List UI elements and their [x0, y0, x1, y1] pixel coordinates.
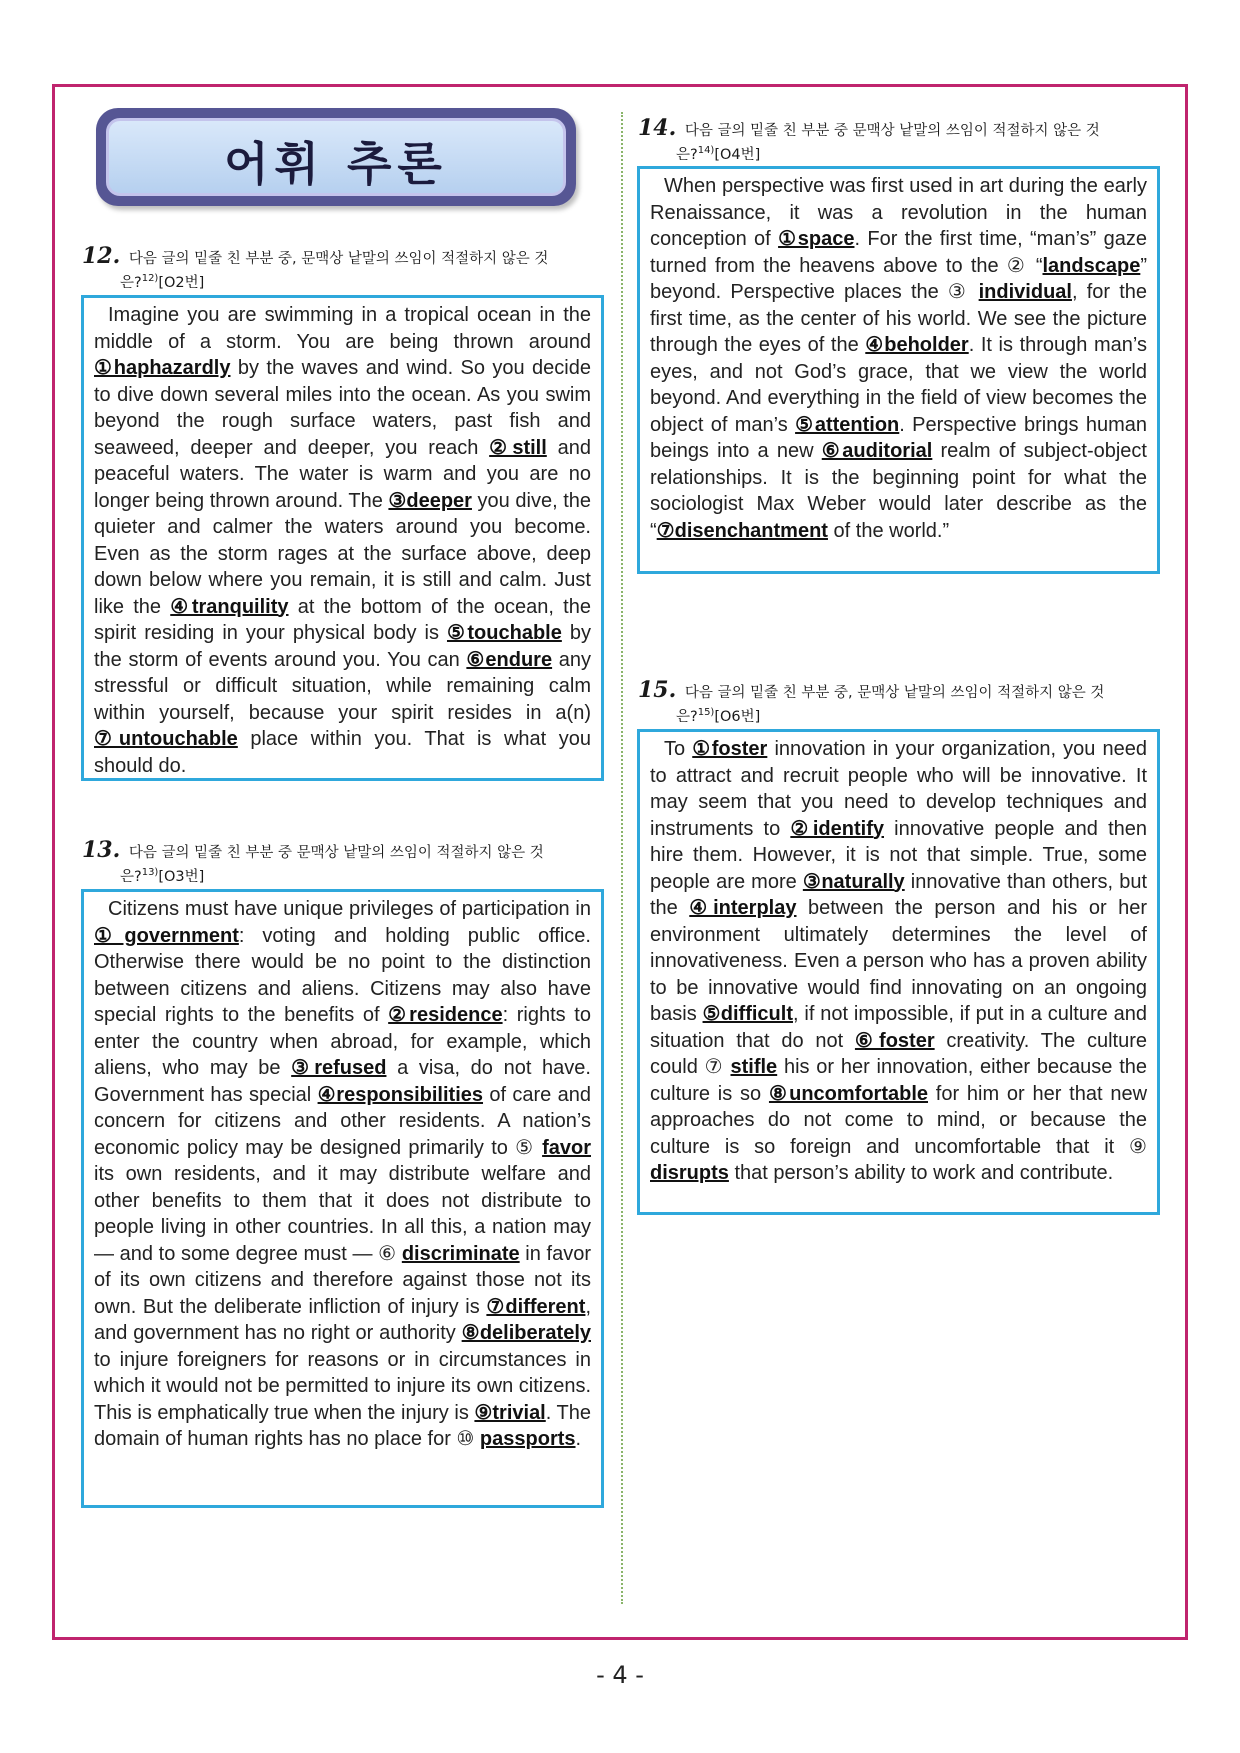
question-source: [O2번] — [158, 274, 205, 291]
underlined-word: ⑤difficult — [702, 1003, 793, 1025]
question-prompt: 다음 글의 밑줄 친 부분 중 문맥상 낱말의 쓰임이 적절하지 않은 것 — [128, 845, 544, 861]
underlined-word: ③naturally — [802, 870, 905, 893]
underlined-word: ⑧uncomfortable — [768, 1082, 929, 1105]
underlined-word: favor — [542, 1136, 591, 1159]
underlined-word: ④tranquility — [170, 595, 289, 618]
question-14-header — [638, 115, 1166, 165]
underlined-word: ①space — [778, 228, 855, 250]
underlined-word: ②residence — [388, 1004, 503, 1026]
question-prompt: 다음 글의 밑줄 친 부분 중, 문맥상 낱말의 쓰임이 적절하지 않은 것 — [128, 251, 549, 267]
underlined-word: discriminate — [401, 1242, 520, 1265]
page-number: - 4 - — [596, 1661, 644, 1689]
question-source: [O3번] — [158, 868, 205, 885]
question-prompt-line2: 은?$^{13)}$[O3번] — [120, 867, 205, 885]
underlined-word: ⑦disenchantment — [656, 519, 828, 542]
underlined-word: ④responsibilities — [317, 1083, 484, 1106]
section-title-badge — [96, 108, 576, 206]
column-divider — [621, 112, 623, 1604]
underlined-word: passports — [479, 1428, 576, 1450]
question-prompt-line2: 은?$^{12)}$[O2번] — [120, 273, 205, 291]
footnote-mark: 13) — [141, 867, 159, 878]
underlined-word: ⑧deliberately — [461, 1322, 591, 1344]
underlined-word: ④beholder — [865, 334, 969, 356]
underlined-word: ⑥foster — [854, 1029, 935, 1052]
question-prompt-line2: 은?$^{14)}$[O4번] — [676, 145, 761, 163]
footnote-mark: 15) — [697, 707, 715, 718]
underlined-word: ⑦different — [486, 1295, 586, 1318]
underlined-word: landscape — [1042, 254, 1141, 277]
question-14-passage: When perspective was first used in art during the early Renaissance, it was a revolution in the human conception of ①space. For the first time, “man’s” gaze turned from the heavens above to the ② “landscape” beyond. Perspective places the ③ individual, for the first time, as the center of his world. We see the picture through the eyes of the ④beholder. It is through man’s eyes, and not God’s grace, that we view the world beyond. And everything in the field of view becomes the object of man’s ⑤attention. Perspective brings human beings into a new ⑥auditorial realm of subject-object relationships. It is the beginning point for what the sociologist Max Weber would later describe as the “⑦disenchantment of the world.” — [637, 166, 1160, 574]
underlined-word: ①government — [94, 924, 239, 947]
footnote-mark: 12) — [141, 273, 159, 284]
underlined-word: ⑥endure — [466, 648, 553, 671]
underlined-word: stifle — [730, 1056, 778, 1078]
question-number: 12. — [82, 243, 121, 269]
underlined-word: ⑤touchable — [446, 622, 562, 644]
question-prompt-line2: 은?$^{15)}$[O6번] — [676, 707, 761, 725]
section-title-inner — [106, 118, 566, 196]
underlined-word: ①haphazardly — [94, 357, 231, 379]
question-13-passage: Citizens must have unique privileges of participation in ①government: voting and holding public office. Otherwise there would be no point to the distinction between citizens and aliens. Citizens may also have special rights to the benefits of ②residence: rights to enter the country when abroad, for example, which aliens, who may be ③refused a visa, do not have. Government has special ④responsibilities of care and concern for citizens and other residents. A nation’s economic policy may be designed primarily to ⑤ favor its own residents, and it may distribute welfare and other benefits to them that it does not distribute to people living in other countries. In all this, a nation may— and to some degree must — ⑥ discriminate in favor of its own citizens and therefore against those not its own. But the deliberate infliction of injury is ⑦different, and government has no right or authority ⑧deliberately to injure foreigners for reasons or in circumstances in which it would not be permitted to injure its own citizens. This is emphatically true when the injury is ⑨trivial. The domain of human rights has no place for ⑩ passports. — [81, 889, 604, 1508]
question-12-header — [82, 243, 610, 293]
underlined-word: ②identify — [790, 817, 884, 840]
underlined-word: ⑥auditorial — [821, 440, 933, 462]
underlined-word: ①foster — [692, 738, 768, 760]
question-number: 14. — [638, 115, 677, 141]
question-number: 15. — [638, 677, 677, 703]
underlined-word: ⑦untouchable — [94, 728, 238, 750]
underlined-word: ③refused — [291, 1057, 387, 1079]
question-source: [O6번] — [714, 708, 761, 725]
underlined-word: ⑨trivial — [474, 1401, 546, 1424]
question-prompt: 다음 글의 밑줄 친 부분 중 문맥상 낱말의 쓰임이 적절하지 않은 것 — [684, 123, 1100, 139]
underlined-word: ④interplay — [689, 897, 797, 919]
question-12-passage: Imagine you are swimming in a tropical ocean in the middle of a storm. You are being thrown around ①haphazardly by the waves and wind. So you decide to dive down several miles into the ocean. As you swim beyond the rough surface waters, past fish and seaweed, deeper and deeper, you reach ②still and peaceful waters. The water is warm and you are no longer being thrown around. The ③deeper you dive, the quieter and calmer the waters around you become. Even as the storm rages at the surface above, deep down below where you remain, it is still and calm. Just like the ④tranquility at the bottom of the ocean, the spirit residing in your physical body is ⑤touchable by the storm of events around you. You can ⑥endure any stressful or difficult situation, while remaining calm within yourself, because your spirit resides in a(n) ⑦untouchable place within you. That is what you should do. — [81, 295, 604, 781]
underlined-word: ③deeper — [388, 489, 472, 512]
underlined-word: ②still — [489, 436, 547, 459]
question-13-header — [82, 837, 610, 887]
footnote-mark: 14) — [697, 145, 715, 156]
underlined-word: disrupts — [650, 1162, 729, 1184]
question-15-passage: To ①foster innovation in your organization, you need to attract and recruit people who will be innovative. It may seem that you need to develop techniques and instruments to ②identify innovative people and then hire them. However, it is not that simple. True, some people are more ③naturally innovative than others, but the ④interplay between the person and his or her environment ultimately determines the level of innovativeness. Even a person who has a proven ability to be innovative would find innovating on an ongoing basis ⑤difficult, if not impossible, if put in a culture and situation that do not ⑥foster creativity. The culture could ⑦ stifle his or her innovation, either because the culture is so ⑧uncomfortable for him or her that new approaches do not come to mind, or because the culture is so foreign and uncomfortable that it ⑨ disrupts that person’s ability to work and contribute. — [637, 729, 1160, 1215]
question-prompt: 다음 글의 밑줄 친 부분 중, 문맥상 낱말의 쓰임이 적절하지 않은 것 — [684, 685, 1105, 701]
underlined-word: ⑤attention — [795, 413, 900, 436]
section-title: 어휘 추론 — [224, 137, 448, 191]
question-15-header — [638, 677, 1166, 727]
question-source: [O4번] — [714, 146, 761, 163]
question-number: 13. — [82, 837, 121, 863]
underlined-word: individual — [978, 281, 1072, 303]
